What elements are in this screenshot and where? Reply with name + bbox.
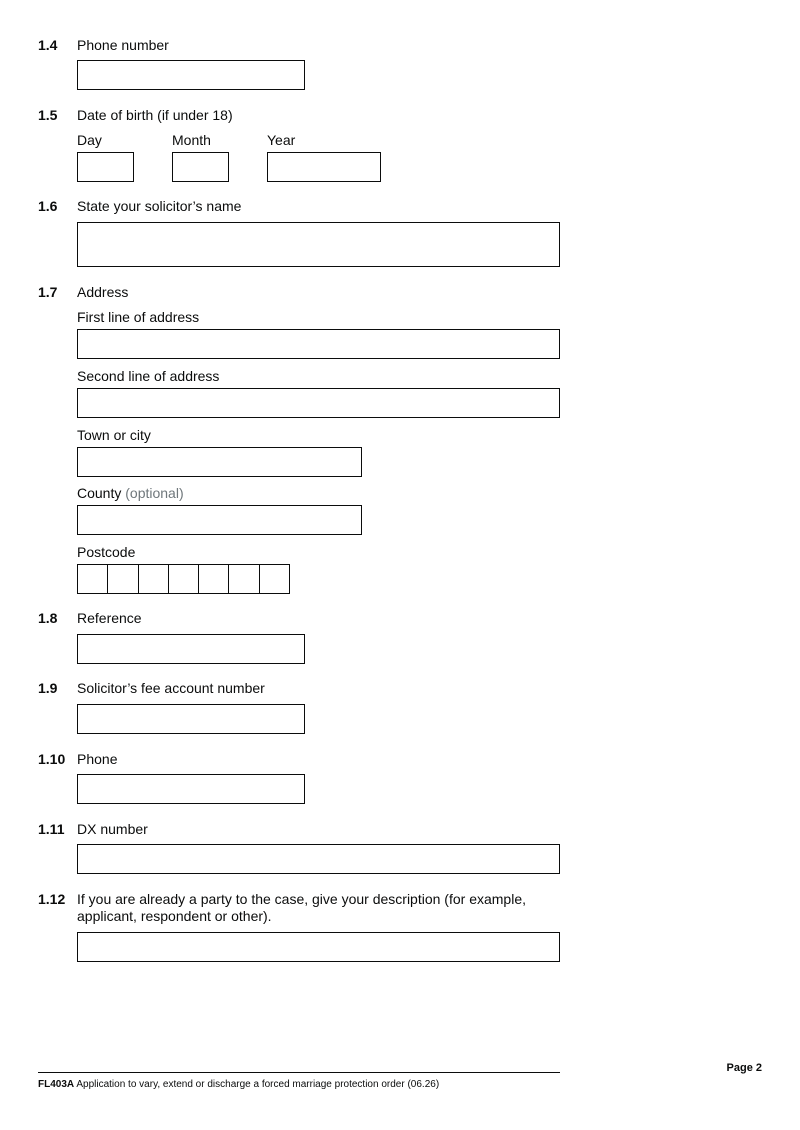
- phone-label: Phone: [77, 751, 118, 767]
- phone-number-input[interactable]: [77, 60, 305, 90]
- postcode-cell[interactable]: [168, 564, 198, 594]
- question-number: 1.4: [38, 37, 58, 53]
- dob-day-label: Day: [77, 132, 102, 148]
- party-description-input[interactable]: [77, 932, 560, 962]
- postcode-label: Postcode: [77, 544, 136, 560]
- postcode-cell[interactable]: [107, 564, 137, 594]
- town-input[interactable]: [77, 447, 362, 477]
- town-label: Town or city: [77, 427, 151, 443]
- reference-label: Reference: [77, 610, 142, 626]
- phone-input[interactable]: [77, 774, 305, 804]
- footer-divider: [38, 1072, 560, 1073]
- question-number: 1.6: [38, 198, 58, 214]
- party-description-label-line1: If you are already a party to the case, give your description (for example,: [77, 891, 527, 907]
- postcode-cell[interactable]: [138, 564, 168, 594]
- fee-account-input[interactable]: [77, 704, 305, 734]
- footer: [38, 1079, 439, 1090]
- fee-account-label: Solicitor’s fee account number: [77, 680, 265, 696]
- dx-number-input[interactable]: [77, 844, 560, 874]
- dx-number-label: DX number: [77, 821, 148, 837]
- solicitor-name-input[interactable]: [77, 222, 560, 267]
- address-line2-input[interactable]: [77, 388, 560, 418]
- postcode-cell[interactable]: [259, 564, 290, 594]
- postcode-cell[interactable]: [77, 564, 107, 594]
- date-of-birth-label: Date of birth (if under 18): [77, 107, 233, 123]
- dob-month-input[interactable]: [172, 152, 229, 182]
- question-number: 1.11: [38, 821, 65, 837]
- form-title: Application to vary, extend or discharge a forced marriage protection order (06.26): [76, 1079, 440, 1090]
- dob-month-label: Month: [172, 132, 211, 148]
- page-number: Page 2: [726, 1062, 762, 1074]
- address-label: Address: [77, 284, 129, 300]
- address-line1-input[interactable]: [77, 329, 560, 359]
- question-number: 1.10: [38, 751, 66, 767]
- county-input[interactable]: [77, 505, 362, 535]
- party-description-label-line2: applicant, respondent or other).: [77, 908, 272, 924]
- dob-year-label: Year: [267, 132, 296, 148]
- question-number: 1.5: [38, 107, 58, 123]
- question-number: 1.8: [38, 610, 58, 626]
- county-label: [77, 485, 184, 501]
- address-line2-label: Second line of address: [77, 368, 220, 384]
- county-label-text: County: [77, 485, 122, 501]
- phone-number-label: Phone number: [77, 37, 169, 53]
- postcode-input: [77, 564, 290, 594]
- reference-input[interactable]: [77, 634, 305, 664]
- postcode-cell[interactable]: [198, 564, 228, 594]
- question-number: 1.7: [38, 284, 58, 300]
- dob-year-input[interactable]: [267, 152, 381, 182]
- address-line1-label: First line of address: [77, 309, 200, 325]
- solicitor-name-label: State your solicitor’s name: [77, 198, 242, 214]
- dob-day-input[interactable]: [77, 152, 134, 182]
- county-optional-hint: (optional): [125, 485, 184, 501]
- question-number: 1.12: [38, 891, 66, 907]
- question-number: 1.9: [38, 680, 58, 696]
- form-code: FL403A: [38, 1079, 75, 1090]
- postcode-cell[interactable]: [228, 564, 258, 594]
